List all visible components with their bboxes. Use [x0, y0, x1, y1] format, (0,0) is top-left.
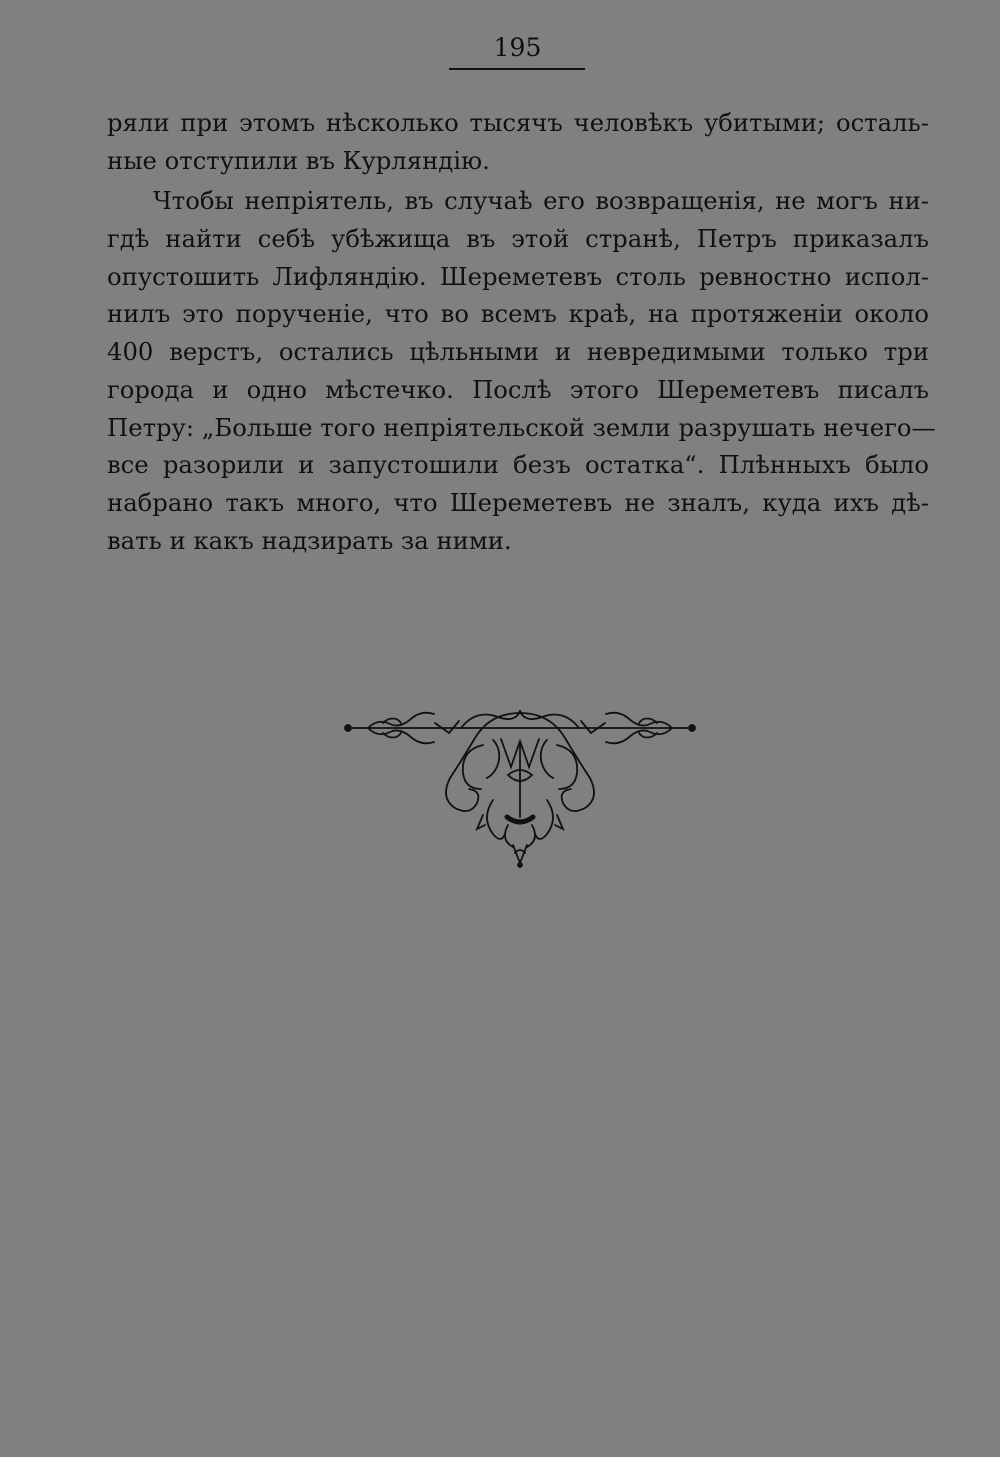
- decorative-ornament: [343, 705, 697, 870]
- text-line: нилъ это порученіе, что во всемъ краѣ, на протяженіи около: [107, 299, 929, 329]
- body-text: [107, 104, 936, 559]
- text-line: опустошить Лифляндію. Шереметевъ столь ревностно испол-: [107, 261, 929, 291]
- text-line: набрано такъ много, что Шереметевъ не зналъ, куда ихъ дѣ-: [107, 487, 929, 517]
- text-line: 400 верстъ, остались цѣльными и невредимыми только три: [107, 337, 929, 367]
- text-line: ряли при этомъ нѣсколько тысячъ человѣкъ убитыми; осталь-: [107, 108, 929, 137]
- page-number: 195: [493, 33, 542, 62]
- text-line: города и одно мѣстечко. Послѣ этого Шереметевъ писалъ: [107, 374, 929, 404]
- text-line: гдѣ найти себѣ убѣжища въ этой странѣ, Петръ приказалъ: [107, 224, 929, 254]
- text-line: Петру: „Больше того непріятельской земли разрушать нечего—: [107, 412, 936, 442]
- text-line: Чтобы непріятель, въ случаѣ его возвращенія, не могъ ни-: [153, 186, 929, 216]
- page-number-rule: [449, 68, 585, 70]
- text-line: все разорили и запустошили безъ остатка“. Плѣнныхъ было: [107, 450, 929, 480]
- text-line: ные отступили въ Курляндію.: [107, 145, 490, 175]
- text-line: вать и какъ надзирать за ними.: [107, 525, 512, 555]
